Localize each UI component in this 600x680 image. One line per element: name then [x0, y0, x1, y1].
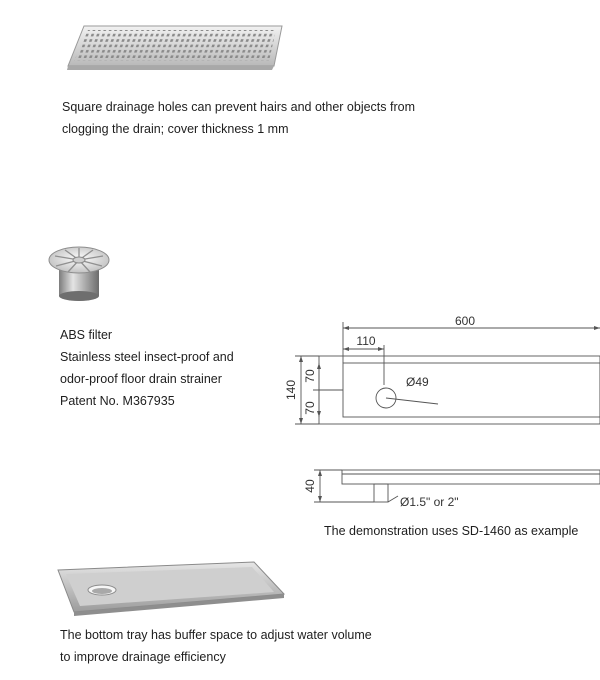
filter-line-2: Stainless steel insect-proof and	[60, 350, 234, 364]
filter-line-4: Patent No. M367935	[60, 394, 175, 408]
technical-drawing	[280, 300, 600, 518]
dim-length-label: 600	[454, 314, 476, 328]
bottom-tray-image	[52, 560, 288, 618]
drawing-caption: The demonstration uses SD-1460 as example	[324, 524, 579, 538]
dim-height-label: 140	[284, 379, 298, 401]
dim-half-top-label: 70	[303, 369, 317, 383]
dim-hole-label: Ø49	[406, 375, 429, 389]
dim-offset-label: 110	[356, 334, 376, 348]
filter-line-3: odor-proof floor drain strainer	[60, 372, 222, 386]
filter-line-1: ABS filter	[60, 328, 113, 342]
dim-depth-label: 40	[303, 479, 317, 493]
cover-caption-line-1: Square drainage holes can prevent hairs and other objects from	[62, 100, 415, 114]
dim-pipe-label: Ø1.5" or 2"	[400, 495, 459, 509]
tray-caption-line-1: The bottom tray has buffer space to adjust water volume	[60, 628, 372, 642]
cover-caption-line-2: clogging the drain; cover thickness 1 mm	[62, 122, 289, 136]
dim-half-bottom-label: 70	[303, 401, 317, 415]
drain-strainer-image	[44, 242, 116, 308]
perforated-cover-image	[62, 22, 290, 74]
tray-caption-line-2: to improve drainage efficiency	[60, 650, 226, 664]
